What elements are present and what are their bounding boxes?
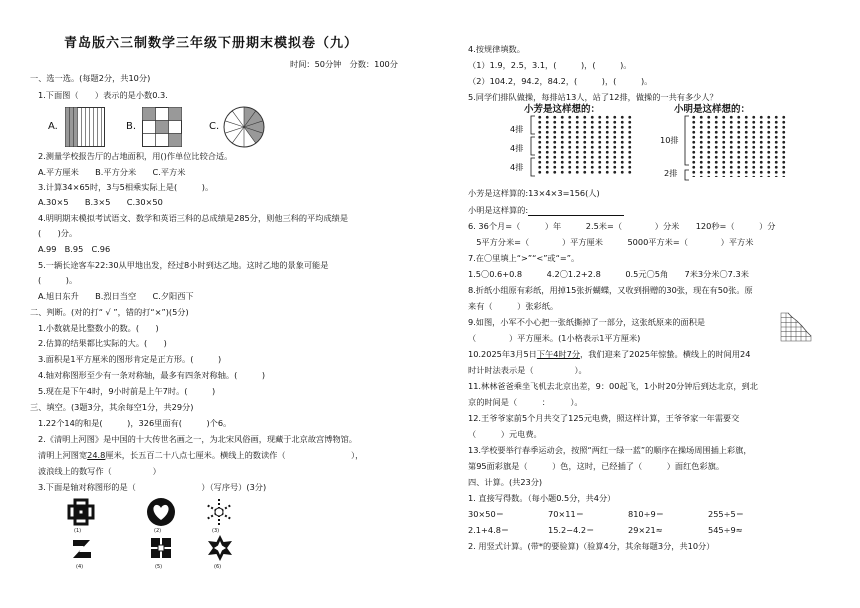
figure-label-3: (3) — [212, 528, 220, 534]
q6-text-b: 5平方分米=（ ）平方厘米 5000平方米=（ ）平方米 — [468, 237, 754, 247]
figure-label-5: (5) — [155, 564, 163, 570]
row-label: 10排 — [660, 135, 679, 145]
q10-underlined-time: 下午4时7分 — [536, 349, 581, 359]
calc-item: 810÷9＝ — [628, 509, 664, 519]
calc-item: 545÷9≈ — [708, 525, 743, 535]
q3-2-text-c: 波浪线上的数写作（ ） — [38, 466, 161, 476]
q8-text-b: 来有（ ）张彩纸。 — [468, 301, 559, 311]
heart-figure-2 — [146, 497, 176, 527]
q12-text-b: （ ）元电费。 — [468, 429, 542, 439]
people-grid-xiaofang — [536, 115, 634, 175]
row-label: 4排 — [510, 162, 524, 172]
q4-text: 4.按规律填数。 — [468, 44, 525, 54]
q4-2-text: （2）104.2，94.2，84.2，( )，( )。 — [468, 76, 653, 86]
q8-text: 8.折纸小组原有彩纸，用掉15张折蝴蝶，又收到捐赠的30张，现在有50张。原 — [468, 285, 753, 295]
q3-2-text-a: 2.《清明上河图》是中国的十大传世名画之一，为北宋风俗画，现藏于北京故宫博物馆。 — [38, 434, 357, 444]
q3-2-prefix: 清明上河图宽 — [38, 450, 88, 460]
row-label: 4排 — [510, 124, 524, 134]
calc-item: 30×50＝ — [468, 509, 504, 519]
section4-heading: 四、计算。(共23分) — [468, 477, 543, 487]
q1-4-text: 4.明明期末模拟考试语文、数学和英语三科的总成绩是285分，则他三科的平均成绩是 — [38, 213, 349, 223]
xiaofang-title: 小芳是这样想的： — [524, 104, 601, 115]
q10-prefix: 10.2025年3月5日 — [468, 349, 537, 359]
q3-2-underlined-number: 24.8 — [87, 450, 106, 460]
q1-1-option-b-label: B. — [126, 121, 137, 132]
q3-2-suffix: 厘米，长五百二十八点七厘米。横线上的数读作（ ）， — [105, 450, 364, 460]
q3-1-text: 1.22个14的和是( )，326里面有( )个6。 — [38, 418, 232, 428]
figure-label-6: (6) — [214, 564, 222, 570]
q1-1-option-c-label: C. — [209, 121, 220, 132]
q10-text — [468, 349, 750, 360]
q3-2-text-b — [38, 450, 363, 461]
knot-figure-1 — [66, 497, 96, 527]
q1-5-options: A.旭日东升 B.烈日当空 C.夕阳西下 — [38, 291, 194, 301]
q12-text: 12.王爷爷家前5个月共交了125元电费，照这样计算，王爷爷家一年需要交 — [468, 413, 740, 423]
exam-meta: 时间：50分钟 分数：100分 — [290, 59, 398, 69]
squares-figure-5 — [149, 536, 173, 560]
q1-2-text: 2.测量学校报告厅的占地面积，用()作单位比较合适。 — [38, 151, 233, 161]
xiaoming-calculation — [468, 205, 624, 216]
calc-1-text: 1. 直接写得数。（每小题0.5分，共4分） — [468, 493, 616, 503]
grid-figure-b — [142, 107, 182, 147]
q1-4-text2: ( )分。 — [38, 228, 78, 238]
q10-text-b: 时计时法表示是（ ）。 — [468, 365, 587, 375]
q6-text-a: 6. 36个月=（ ）年 2.5米=（ ）分米 120秒=（ ）分 — [468, 221, 776, 231]
xiaoming-brackets — [682, 115, 690, 181]
judge-item: 5.现在是下午4时，9小时前是上午7时。( ) — [38, 386, 216, 396]
judge-item: 2.估算的结果都比实际的大。( ) — [38, 338, 167, 348]
q10-suffix: ，我们迎来了2025年惊蛰。横线上的时间用24 — [580, 349, 751, 359]
q5-text: 5.同学们排队做操，每排站13人，站了12排，做操的一共有多少人？ — [468, 92, 718, 102]
xiaofang-brackets — [528, 115, 536, 178]
q1-5-text: 5.一辆长途客车22:30从甲地出发，经过8小时到达乙地。这时乙地的景象可能是 — [38, 260, 329, 270]
q11-text: 11.林林爸爸乘坐飞机去北京出差，9：00起飞，1小时20分钟后到达北京，到北 — [468, 381, 758, 391]
judge-item: 4.轴对称图形至少有一条对称轴，最多有四条对称轴。( ) — [38, 370, 266, 380]
calc-item: 15.2−4.2＝ — [548, 525, 595, 535]
q4-1-text: （1）1.9，2.5，3.1，( )，( )。 — [468, 60, 632, 70]
circle-figure-c — [223, 106, 265, 148]
q1-3-options: A.30×5 B.3×5 C.30×50 — [38, 197, 163, 207]
judge-item: 1.小数就是比整数小的数。( ) — [38, 323, 159, 333]
answer-blank[interactable] — [528, 206, 624, 216]
q1-1-text: 1.下面图（ ）表示的是小数0.3. — [38, 90, 168, 100]
figure-label-1: (1) — [74, 528, 82, 534]
section2-heading: 二、判断。(对的打“ √ ”，错的打“×”)(5分) — [30, 307, 189, 317]
star-figure-6 — [206, 534, 234, 562]
z-figure-4 — [70, 537, 94, 561]
calc-item: 2.1+4.8＝ — [468, 525, 510, 535]
grid-figure-a — [65, 107, 105, 147]
section3-heading: 三、填空。(3题3分，其余每空1分，共29分) — [30, 402, 194, 412]
q1-5-text2: ( )。 — [38, 275, 78, 285]
row-label: 2排 — [664, 168, 678, 178]
calc-2-text: 2. 用竖式计算。(带*的要验算)（验算4分，其余每题3分，共10分） — [468, 541, 715, 551]
calc-item: 29×21≈ — [628, 525, 663, 535]
figure-label-4: (4) — [76, 564, 84, 570]
q11-text-b: 京的时间是（ ： ）。 — [468, 397, 583, 407]
figure-label-2: (2) — [154, 528, 162, 534]
xiaoming-title: 小明是这样想的： — [674, 104, 751, 115]
snowflake-figure-3 — [204, 497, 234, 527]
q7-items: 1.5〇0.6+0.8 4.2〇1.2+2.8 0.5元〇5角 7米3分米〇7.3米 — [468, 269, 749, 279]
row-label: 4排 — [510, 143, 524, 153]
calc-item: 70×11＝ — [548, 509, 584, 519]
q1-3-text: 3.计算34×65时，3与5相乘实际上是( )。 — [38, 182, 214, 192]
q1-2-options: A.平方厘米 B.平方分米 C.平方米 — [38, 167, 186, 177]
q3-3-text: 3.下面是轴对称图形的是（ ）（写序号）(3分) — [38, 482, 267, 492]
xiaoming-calc-label: 小明是这样算的: — [468, 205, 529, 215]
q1-4-options: A.99 B.95 C.96 — [38, 244, 111, 254]
page-title: 青岛版六三制数学三年级下册期末模拟卷（九） — [64, 36, 359, 51]
section1-heading: 一、选一选。(每题2分，共10分) — [30, 73, 151, 83]
q7-text: 7.在〇里填上“>”“<”或“=”。 — [468, 253, 580, 263]
q13-text-b: 第95面彩旗是（ ）色，这时，已经插了（ ）面红色彩旗。 — [468, 461, 725, 471]
q13-text: 13.学校要举行春季运动会，按照“两红一绿一蓝”的顺序在操场周围插上彩旗， — [468, 445, 752, 455]
xiaofang-calculation: 小芳是这样算的:13×4×3=156(人) — [468, 188, 600, 198]
people-grid-xiaoming — [690, 115, 788, 177]
q9-text: 9.如图，小军不小心把一张纸撕掉了一部分，这张纸原来的面积是 — [468, 317, 706, 327]
calc-item: 255÷5＝ — [708, 509, 744, 519]
q9-text-b: （ ）平方厘米。(1小格表示1平方厘米) — [468, 333, 641, 343]
q1-1-option-a-label: A. — [48, 121, 58, 132]
judge-item: 3.面积是1平方厘米的图形肯定是正方形。( ) — [38, 354, 222, 364]
torn-paper-grid — [780, 312, 812, 342]
